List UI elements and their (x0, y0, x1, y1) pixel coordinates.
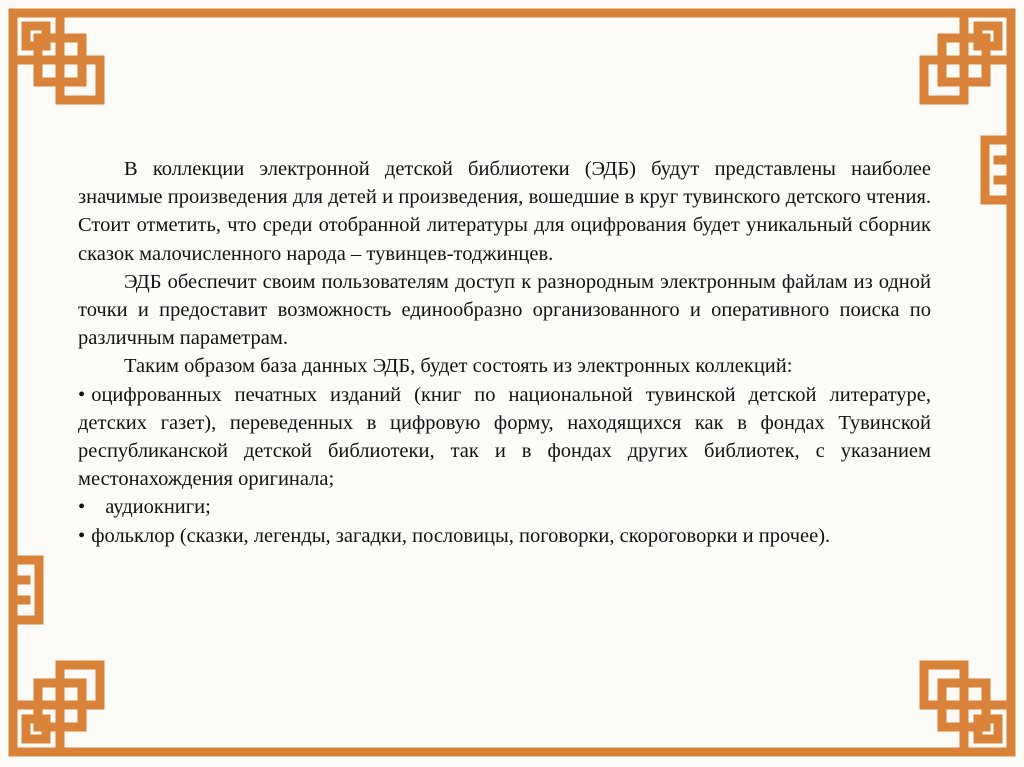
corner-knot-top-right (914, 13, 1011, 110)
list-item (78, 381, 931, 494)
corner-knot-bottom-left (13, 655, 110, 752)
corner-knot-top-left (13, 13, 110, 110)
list-item-text: аудиокниги; (105, 496, 211, 519)
bullet-icon: • (78, 496, 86, 519)
list-item (78, 493, 931, 521)
paragraph-1: В коллекции электронной детской библиотеки (ЭДБ) будут представлены наиболее значимые произведения для детей и произведения, вошедшие в круг тувинского детского чтения. Стоит отметить, что среди отобранной литературы для оцифрования будет уникальный сборник сказок малочисленного народа – тувинцев-тоджинцев. (78, 158, 931, 265)
bullet-icon: • (78, 383, 86, 406)
document-body (78, 155, 931, 550)
paragraph-3: Таким образом база данных ЭДБ, будет состоять из электронных коллекций: (124, 355, 793, 378)
bullet-icon: • (78, 524, 86, 547)
list-item-text: фольклор (сказки, легенды, загадки, пословицы, поговорки, скороговорки и прочее). (91, 524, 831, 547)
list-item-text: оцифрованных печатных изданий (книг по национальной тувинской детской литературе, детских газет), переведенных в цифровую форму, находящихся как в фондах Тувинской республиканской детской библиотеки, так и в фондах других библиотек, с указанием местонахождения оригинала; (78, 383, 931, 491)
list-item (78, 522, 931, 550)
corner-knot-bottom-right (914, 655, 1011, 752)
paragraph-2: ЭДБ обеспечит своим пользователям доступ к разнородным электронным файлам из одной точки и предоставит возможность единообразно организованного и оперативного поиска по различным параметрам. (78, 270, 931, 350)
collection-list (78, 381, 931, 550)
